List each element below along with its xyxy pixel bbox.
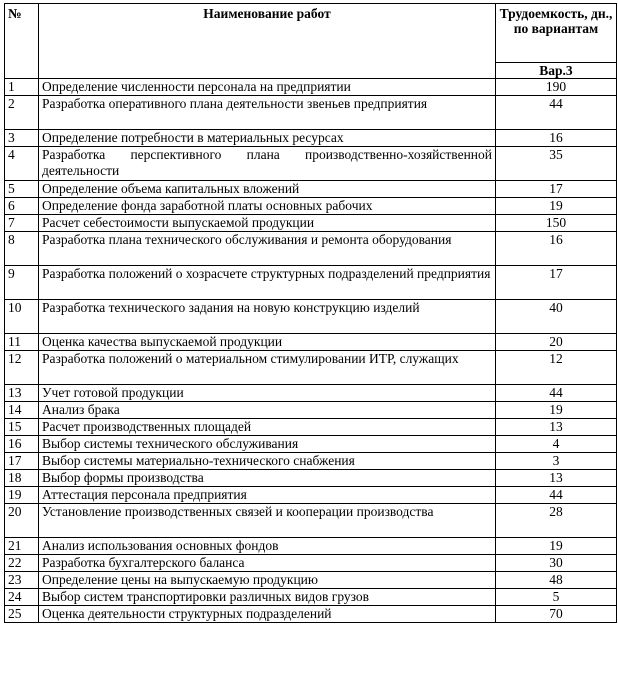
row-number: 22 — [5, 555, 39, 572]
table-row — [5, 147, 617, 181]
table-body — [5, 79, 617, 623]
table-row — [5, 215, 617, 232]
row-effort-value: 40 — [496, 300, 617, 334]
row-effort-value: 5 — [496, 589, 617, 606]
row-work-name: Выбор формы производства — [39, 470, 496, 487]
row-work-name: Расчет производственных площадей — [39, 419, 496, 436]
row-effort-value: 16 — [496, 130, 617, 147]
table-row — [5, 385, 617, 402]
row-number: 18 — [5, 470, 39, 487]
row-number: 24 — [5, 589, 39, 606]
row-effort-value: 4 — [496, 436, 617, 453]
row-work-name: Расчет себестоимости выпускаемой продукции — [39, 215, 496, 232]
row-number: 7 — [5, 215, 39, 232]
table-row — [5, 351, 617, 385]
row-number: 14 — [5, 402, 39, 419]
table-row — [5, 266, 617, 300]
row-effort-value: 190 — [496, 79, 617, 96]
row-work-name: Разработка оперативного плана деятельности звеньев предприятия — [39, 96, 496, 130]
row-number: 3 — [5, 130, 39, 147]
row-effort-value: 30 — [496, 555, 617, 572]
row-work-name: Определение численности персонала на предприятии — [39, 79, 496, 96]
row-effort-value: 35 — [496, 147, 617, 181]
row-number: 6 — [5, 198, 39, 215]
table-row — [5, 402, 617, 419]
row-work-name: Разработка бухгалтерского баланса — [39, 555, 496, 572]
table-row — [5, 606, 617, 623]
works-table — [4, 3, 617, 623]
row-number: 5 — [5, 181, 39, 198]
row-effort-value: 150 — [496, 215, 617, 232]
row-number: 4 — [5, 147, 39, 181]
row-effort-value: 20 — [496, 334, 617, 351]
row-work-name: Выбор системы материально-технического снабжения — [39, 453, 496, 470]
table-row — [5, 232, 617, 266]
row-work-name: Разработка положений о материальном стимулировании ИТР, служащих — [39, 351, 496, 385]
row-work-name: Анализ использования основных фондов — [39, 538, 496, 555]
table-row — [5, 130, 617, 147]
row-number: 16 — [5, 436, 39, 453]
row-effort-value: 3 — [496, 453, 617, 470]
row-work-name: Определение фонда заработной платы основных рабочих — [39, 198, 496, 215]
row-work-name: Установление производственных связей и кооперации производства — [39, 504, 496, 538]
row-work-name: Определение цены на выпускаемую продукцию — [39, 572, 496, 589]
row-work-name: Разработка перспективного плана производственно-хозяйственной деятельности — [39, 147, 496, 181]
table-row — [5, 555, 617, 572]
row-number: 2 — [5, 96, 39, 130]
row-number: 9 — [5, 266, 39, 300]
row-number: 11 — [5, 334, 39, 351]
row-number: 23 — [5, 572, 39, 589]
row-work-name: Оценка качества выпускаемой продукции — [39, 334, 496, 351]
row-effort-value: 13 — [496, 470, 617, 487]
row-effort-value: 70 — [496, 606, 617, 623]
row-number: 1 — [5, 79, 39, 96]
row-number: 13 — [5, 385, 39, 402]
row-effort-value: 28 — [496, 504, 617, 538]
header-work-name: Наименование работ — [39, 4, 496, 79]
row-work-name: Разработка плана технического обслуживания и ремонта оборудования — [39, 232, 496, 266]
table-row — [5, 96, 617, 130]
row-number: 19 — [5, 487, 39, 504]
row-effort-value: 48 — [496, 572, 617, 589]
table-row — [5, 198, 617, 215]
row-effort-value: 19 — [496, 538, 617, 555]
table-row — [5, 334, 617, 351]
table-row — [5, 181, 617, 198]
table-row — [5, 504, 617, 538]
row-work-name: Выбор систем транспортировки различных видов грузов — [39, 589, 496, 606]
table-row — [5, 572, 617, 589]
row-number: 21 — [5, 538, 39, 555]
table-row — [5, 453, 617, 470]
row-effort-value: 17 — [496, 181, 617, 198]
row-effort-value: 19 — [496, 198, 617, 215]
table-row — [5, 487, 617, 504]
row-work-name: Определение объема капитальных вложений — [39, 181, 496, 198]
row-work-name: Учет готовой продукции — [39, 385, 496, 402]
row-work-name: Разработка технического задания на новую конструкцию изделий — [39, 300, 496, 334]
row-number: 25 — [5, 606, 39, 623]
table-row — [5, 300, 617, 334]
table-row — [5, 419, 617, 436]
row-number: 15 — [5, 419, 39, 436]
row-work-name: Разработка положений о хозрасчете структурных подразделений предприятия — [39, 266, 496, 300]
row-effort-value: 12 — [496, 351, 617, 385]
table-row — [5, 538, 617, 555]
row-work-name: Определение потребности в материальных ресурсах — [39, 130, 496, 147]
row-effort-value: 13 — [496, 419, 617, 436]
table-row — [5, 79, 617, 96]
row-work-name: Оценка деятельности структурных подразделений — [39, 606, 496, 623]
header-effort: Трудоемкость, дн., по вариантам — [496, 4, 617, 63]
row-effort-value: 17 — [496, 266, 617, 300]
row-effort-value: 16 — [496, 232, 617, 266]
row-number: 20 — [5, 504, 39, 538]
row-work-name: Аттестация персонала предприятия — [39, 487, 496, 504]
row-number: 8 — [5, 232, 39, 266]
row-number: 12 — [5, 351, 39, 385]
row-effort-value: 44 — [496, 487, 617, 504]
header-number: № — [5, 4, 39, 79]
header-variant: Вар.3 — [496, 63, 617, 79]
table-row — [5, 436, 617, 453]
table-row — [5, 470, 617, 487]
row-effort-value: 44 — [496, 385, 617, 402]
row-number: 17 — [5, 453, 39, 470]
table-row — [5, 589, 617, 606]
row-work-name: Выбор системы технического обслуживания — [39, 436, 496, 453]
row-effort-value: 19 — [496, 402, 617, 419]
row-number: 10 — [5, 300, 39, 334]
row-effort-value: 44 — [496, 96, 617, 130]
row-work-name: Анализ брака — [39, 402, 496, 419]
